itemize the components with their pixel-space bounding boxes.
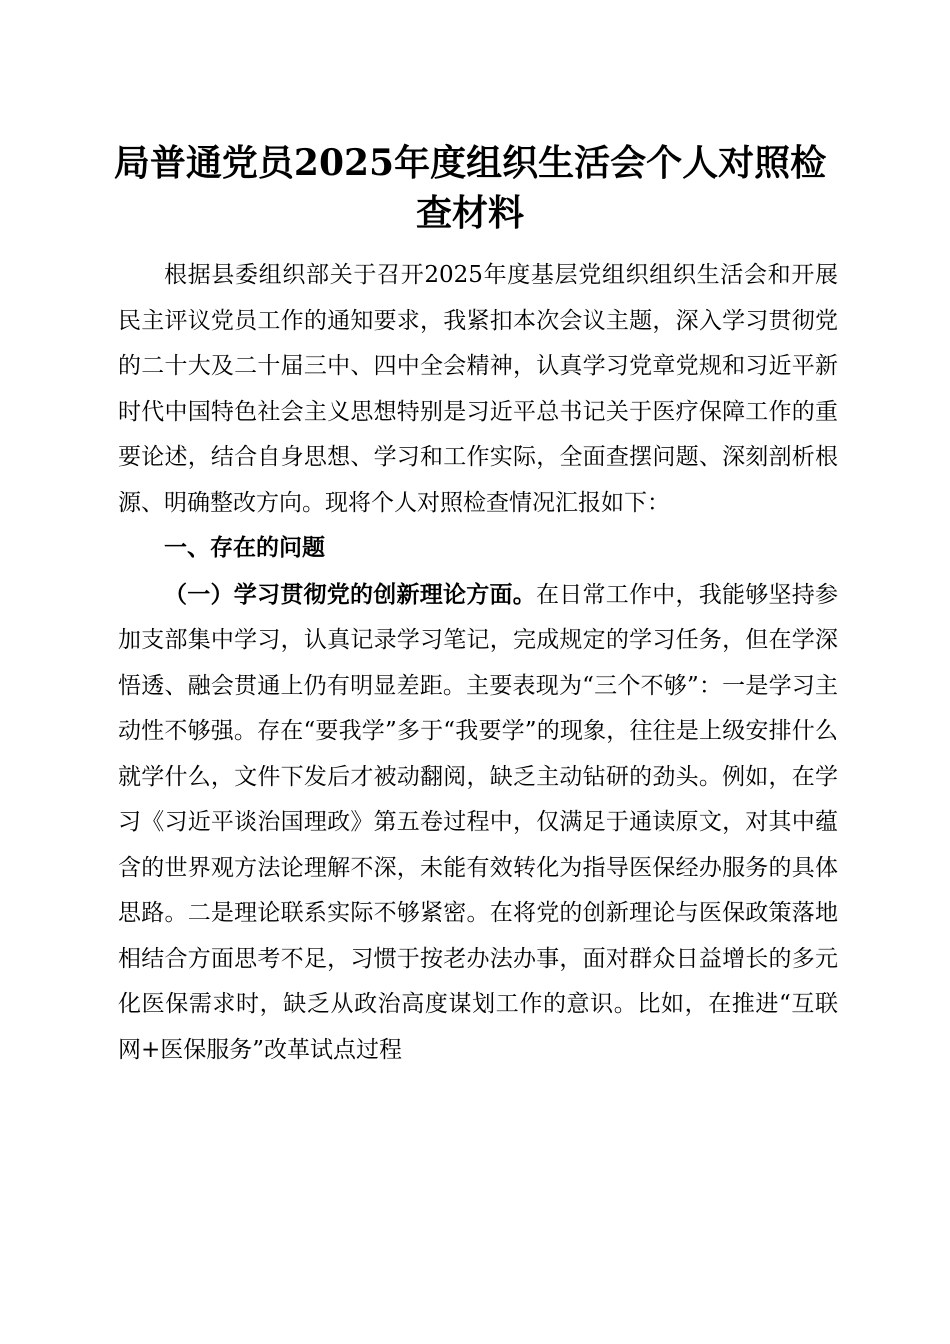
document-title: 局普通党员2025年度组织生活会个人对照检查材料 <box>113 142 827 234</box>
section-heading: 一、存在的问题 <box>164 535 325 561</box>
subsection-paragraph <box>118 572 838 1074</box>
subsection-heading: （一）学习贯彻党的创新理论方面。 <box>164 580 536 608</box>
intro-paragraph: 根据县委组织部关于召开2025年度基层党组织组织生活会和开展民主评议党员工作的通知要求，我紧扣本次会议主题，深入学习贯彻党的二十大及二十届三中、四中全会精神，认真学习党章党规和习近平新时代中国特色社会主义思想特别是习近平总书记关于医疗保障工作的重要论述，结合自身思想、学习和工作实际，全面查摆问题、深刻剖析根源、明确整改方向。现将个人对照检查情况汇报如下： <box>118 262 838 516</box>
document-body <box>118 253 838 1073</box>
subsection-text: 在日常工作中，我能够坚持参加支部集中学习，认真记录学习笔记，完成规定的学习任务，但在学深悟透、融会贯通上仍有明显差距。主要表现为“三个不够”：一是学习主动性不够强。存在“要我学”多于“我要学”的现象，往往是上级安排什么就学什么，文件下发后才被动翻阅，缺乏主动钻研的劲头。例如，在学习《习近平谈治国理政》第五卷过程中，仅满足于通读原文，对其中蕴含的世界观方法论理解不深，未能有效转化为指导医保经办服务的具体思路。二是理论联系实际不够紧密。在将党的创新理论与医保政策落地相结合方面思考不足，习惯于按老办法办事，面对群众日益增长的多元化医保需求时，缺乏从政治高度谋划工作的意识。比如，在推进“互联网+医保服务”改革试点过程 <box>118 581 838 1063</box>
